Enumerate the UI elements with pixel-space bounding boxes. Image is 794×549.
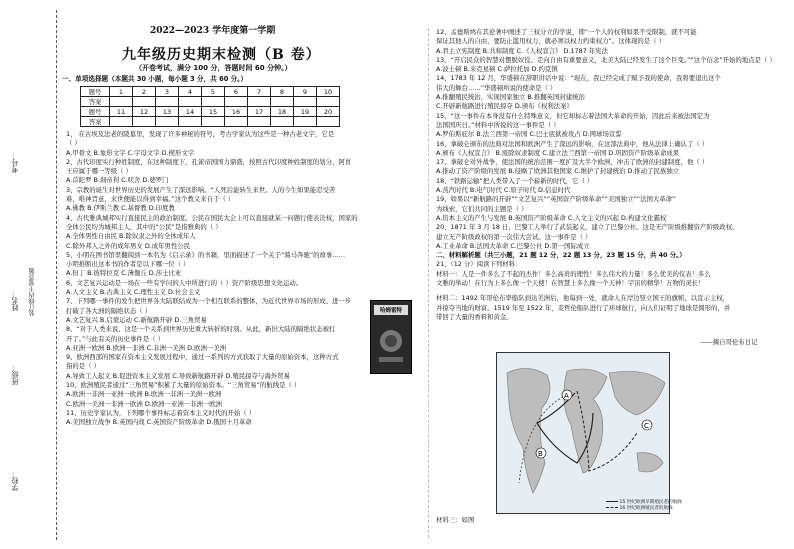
question-line: A.工业革命 B.法国大革命 C.巴黎公社 D.第一国际成立 (436, 241, 590, 250)
table-cell: 18 (271, 107, 294, 117)
question-line: 王应属于哪一等级（ ） (66, 167, 132, 176)
book-cover-illustration (371, 319, 411, 369)
question-line: 4、古代雅典城邦实行直接民主的政治制度。公民在国民大会上可以直接就某一问题行使表决权，国家的 (66, 213, 358, 222)
table-cell: 13 (156, 107, 179, 117)
question-line: A.波士顿 B.来克星顿 C.萨拉托加 D.约克镇 (436, 65, 558, 74)
answer-cell[interactable] (317, 97, 340, 107)
class-label: 班级： (11, 364, 19, 385)
question-line: 8、“对于人类来说，这是一个关系到世界历史重大转折的时刻。从此，新旧大陆的隔绝状态被打 (66, 325, 336, 334)
section-one-heading: 一、单项选择题（本题共 30 小题，每小题 3 分，共 60 分。） (62, 75, 248, 83)
answer-cell[interactable] (248, 97, 271, 107)
book-title-label: 哈姆雷特 (374, 305, 408, 315)
question-line: A.罗伯斯庇尔 B.法兰西第一帝国 C.巴士底狱被攻占 D.网球场宣誓 (436, 130, 622, 139)
question-line: 保证其他人的自由，要防止滥用权力，就必须以权力约束权力”。这体现的是（ ） (436, 37, 666, 46)
question-line: 11、历史学家认为，下列哪个事件标志着资本主义时代的开始（ ） (66, 408, 256, 417)
question-line: 7、下列哪一事件的发生把世界各大陆联结成为一个相互联系的整体，为近代世界市场的形成、进一步 (66, 297, 352, 306)
table-cell: 4 (179, 87, 202, 97)
map-legend (606, 500, 696, 512)
answer-cell[interactable] (133, 117, 156, 127)
answer-table (80, 86, 340, 127)
legend-item (606, 506, 696, 512)
material-line: 材料一：人是一件多么了不起的杰作！多么高贵的理性！多么伟大的力量！多么优美的仪表！多么 (436, 269, 711, 278)
exam-title: 九年级历史期末检测（B 卷） (122, 47, 321, 63)
question-line: A.美国独立战争 B.英国内战 C.英国资产阶级革命 D.俄国十月革命 (66, 418, 252, 427)
material-three-label: 材料三：如图 (436, 516, 475, 524)
table-cell: 7 (248, 87, 271, 97)
material-line: 文雅的举动！在行为上多么像一个天使！在智慧上多么像一个天神！宇宙的精华！万物的灵长！ (436, 279, 705, 288)
diary-attribution: ——摘自哥伦布日记 (700, 338, 758, 346)
table-cell: 20 (317, 107, 340, 117)
term-heading: 2022—2023 学年度第一学期 (150, 26, 276, 36)
svg-text:C: C (644, 422, 649, 430)
table-cell: 11 (110, 107, 133, 117)
student-name-label: 姓名： (11, 290, 19, 311)
colonial-routes-map (496, 352, 673, 514)
table-cell: 14 (179, 107, 202, 117)
table-cell: 17 (248, 107, 271, 117)
legend-label: 15 世纪欧洲早期殖民者的航线 (619, 500, 682, 505)
question-line: A.全体男性自由民 B.除奴隶之外的全体成年人 (66, 232, 196, 241)
answer-table-row (81, 117, 340, 127)
answer-cell[interactable] (179, 117, 202, 127)
table-cell: 9 (294, 87, 317, 97)
question-line: 16、拿破仑颁布的法典对法国和欧洲产生了深远的影响，在这部法典中，他从法律上确认了（ ） (436, 139, 709, 148)
answer-cell[interactable] (110, 117, 133, 127)
table-cell: 15 (202, 107, 225, 117)
question-line: 法国国庆日。”材料中所说的这一事件是（ ） (436, 120, 560, 129)
question-line: 建立无产阶级政权的第一次伟大尝试。这一事件是（ ） (436, 232, 592, 241)
question-line: 14、1783 年 12 月，华盛顿在辞职讲话中说：“现在，我已经完成了赋予我的使命，我将要退出这个 (436, 74, 721, 83)
table-cell: 题号 (81, 87, 110, 97)
question-line: A.佛教 B.伊斯兰教 C.基督教 D.印度教 (66, 204, 175, 213)
svg-text:A: A (564, 392, 569, 400)
school-label: 学校： (11, 470, 19, 491)
answer-table-row (81, 87, 340, 97)
question-line: A.亚洲一欧洲 B.欧洲一非洲 C.非洲一美洲 D.欧洲一美洲 (66, 343, 227, 352)
exam-number-label: 考号： (11, 152, 19, 173)
question-line: 为线索，它们共同的主题是（ ） (436, 204, 528, 213)
question-line: A.导致工人起义 B.促进资本主义发展 C.导致新航路开辟 D.殖民掠夺与海外贸易 (66, 371, 290, 380)
question-line: A.欧洲一非洲一亚洲一欧洲 B.欧洲一非洲一美洲一欧洲 (66, 390, 222, 399)
answer-cell[interactable] (225, 97, 248, 107)
answer-cell[interactable] (156, 97, 179, 107)
section-two-heading: 二、材料解析题（共三小题，21 题 12 分，22 题 13 分，23 题 15 分，共 40 分。） (436, 251, 686, 260)
question-line: 15、“这一事件在本身没有什么特殊意义，但它却标志着法国大革命的开始，因此后来被法国定为 (436, 111, 710, 120)
answer-cell[interactable] (317, 117, 340, 127)
answer-cell[interactable] (271, 117, 294, 127)
question-line: 17、拿破仑对外战争，使法国的统治范围一度扩及大半个欧洲，冲击了欧洲的封建制度，他（ ） (436, 158, 709, 167)
table-cell: 16 (225, 107, 248, 117)
table-cell: 8 (271, 87, 294, 97)
column-divider (428, 28, 429, 538)
table-cell: 19 (294, 107, 317, 117)
binding-line (56, 10, 57, 540)
question-line: A.人文主义 B.古典主义 C.理性主义 D.社会主义 (66, 288, 201, 297)
question-line: 指的是（ ） (66, 362, 100, 371)
answer-cell[interactable] (202, 117, 225, 127)
answer-cell[interactable] (294, 97, 317, 107)
material-line: 带回了大量的香料和黄金。 (436, 312, 513, 321)
question-line: C.开辟新航路进行殖民掠夺 D.颁布《权利法案》 (436, 102, 573, 111)
question-line: 小明推断出这本书的作者是以下哪一位（ ） (66, 260, 190, 269)
question-line: 10、欧洲殖民者通过“三角贸易”积累了大量的原始资本。“三角贸易”的航线是（ ） (66, 381, 301, 390)
answer-cell[interactable] (156, 117, 179, 127)
question-line: 13、“开启民众的智慧对摆脱奴役、走向自由有重要意义，北美大陆已经发生了这个巨变。”“这个信念”开始的地点是（ ） (436, 55, 776, 64)
question-line: 2、古代印度实行种姓制度，在这种制度下，孔雀帝国国力鼎盛，按照古代印度种姓制度的划分，阿育 (66, 157, 352, 166)
question-line: 难，唯神旨意，来世便能以得到幸福。”这个教义来自于（ ） (66, 195, 235, 204)
material-line: 材料二：1492 年哥伦布率船队到达美洲后，他每到一处，就命人在岸边竖立国王的旗帜，以宣示主权， (436, 294, 730, 303)
legend-solid-line (606, 501, 618, 502)
question-line: 19、如果以“新航路的开辟”“文艺复兴”“英国资产阶级革命”“美国独立”“法国大革命” (436, 195, 676, 204)
table-cell: 答案 (81, 97, 110, 107)
table-cell: 10 (317, 87, 340, 97)
question-line: 9、欧洲西部的国家在资本主义发展过程中，通过一系列的方式获取了大量的原始资本，这种方式 (66, 353, 339, 362)
world-map-illustration (497, 353, 669, 513)
seal-line-notice: 装订线内不要答题 (29, 268, 36, 316)
question-line: 5、小明在图书馆里翻阅到一本名为《启示录》的书籍，里面描述了一个关于“骑马奔驰”的故事…… (66, 250, 346, 259)
table-cell: 1 (110, 87, 133, 97)
table-cell: 2 (133, 87, 156, 97)
question-line: A.蒸汽时代 B.电气时代 C.原子时代 D.信息时代 (436, 186, 571, 195)
left-question-column (66, 130, 366, 428)
svg-text:B: B (538, 450, 543, 458)
exam-meta: （开卷考试，满分 100 分，答题时间 60 分钟。） (135, 64, 292, 72)
question-line: A.君主立宪制度 B.共和制度 C.《人权宣言》 D.1787 年宪法 (436, 46, 608, 55)
table-cell: 6 (225, 87, 248, 97)
right-question-column (436, 28, 788, 322)
question-line: A.甲骨文 B.象形文字 C.字母文字 D.楔形文字 (66, 148, 195, 157)
question-line: 1、 在古埃及法老的陵墓里，发现了许多神秘的符号，考古学家认为这些是一种古老文字，它是 (66, 130, 335, 138)
answer-cell[interactable] (133, 97, 156, 107)
answer-cell[interactable] (179, 97, 202, 107)
answer-cell[interactable] (202, 97, 225, 107)
question-line: 3、宗教的诞生对世界历史的发展产生了深远影响。“人死后能转生来世。人的今生如果能忍受苦 (66, 185, 336, 194)
answer-cell[interactable] (225, 117, 248, 127)
question-line: 全体公民均为城邦主人，其中的“公民”是指雅典的（ ） (66, 222, 222, 231)
table-cell: 题号 (81, 107, 110, 117)
question-line: C.欧洲一美洲一非洲一欧洲 D.欧洲一亚洲一非洲一欧洲 (66, 399, 223, 408)
question-line: 伟大的舞台……”华盛顿所说的使命是（ ） (436, 83, 557, 92)
table-cell: 5 (202, 87, 225, 97)
question-line: 20、1871 年 3 月 18 日，巴黎工人举行了武装起义，建立了巴黎公社。这是无产阶级推翻资产阶级政权、 (436, 223, 739, 232)
legend-dashed-line (606, 507, 618, 508)
material-line: 并掠夺当地的财富。1519 年至 1522 年，麦哲伦船队进行了环球航行，向人们证明了地球是圆形的，并 (436, 303, 731, 312)
question-line: A.但丁 B.彼特拉克 C.薄伽丘 D.莎士比亚 (66, 269, 182, 278)
question-line: 12、孟德斯鸠在其论著中阐述了三权分立的学说，即“一个人的权利如果不受限制，就不可能 (436, 28, 697, 36)
question-line: A.资本主义的产生与发展 B.英国资产阶级革命 C.人文主义的兴起 D.构建文化霸权 (436, 213, 667, 222)
question-line: A.推动了资产阶级的发展 B.侵略了欧洲其他国家 C.维护了封建统治 D.推动了民族独立 (436, 167, 680, 176)
table-cell: 12 (133, 107, 156, 117)
question-line: 18、“铁路运输”把人类带入了一个崭新的时代，它（ ） (436, 176, 594, 185)
hamlet-book-cover (370, 300, 412, 374)
answer-cell[interactable] (110, 97, 133, 107)
question-line: A.颁布《人权宣言》 B.废除奴隶制度 C.建立法兰西第一帝国 D.巩固资产阶级革命成果 (436, 148, 680, 157)
question-line: （ ） (66, 139, 81, 148)
answer-cell[interactable] (271, 97, 294, 107)
answer-table-row (81, 97, 340, 107)
question-line: 21、（12 分）阅读下列材料： (436, 260, 522, 269)
question-line: A.推翻殖民统治，实现国家独立 B.推翻英国封建统治 (436, 93, 585, 102)
question-line: C.除外邦人之外的成年男女 D.成年男性公民 (66, 241, 191, 250)
question-line: A.文艺复兴 B.启蒙运动 C.新航路开辟 D.三角贸易 (66, 315, 207, 324)
answer-cell[interactable] (294, 117, 317, 127)
legend-label: 16 世纪欧洲殖民者的航线 (619, 506, 673, 511)
table-cell: 3 (156, 87, 179, 97)
answer-cell[interactable] (248, 117, 271, 127)
question-line: A.首陀罗 B.刹帝利 C.吠舍 D.婆罗门 (66, 176, 169, 185)
table-cell: 答案 (81, 117, 110, 127)
question-line: 开了。”与此有关的历史事件是（ ） (66, 334, 165, 343)
answer-table-row (81, 107, 340, 117)
question-line: 打破了各大洲的隔绝状态（ ） (66, 306, 152, 315)
question-line: 6、文艺复兴运动是一场在一些有学问的人中所进行的（ ）资产阶级思想文化运动。 (66, 278, 303, 287)
